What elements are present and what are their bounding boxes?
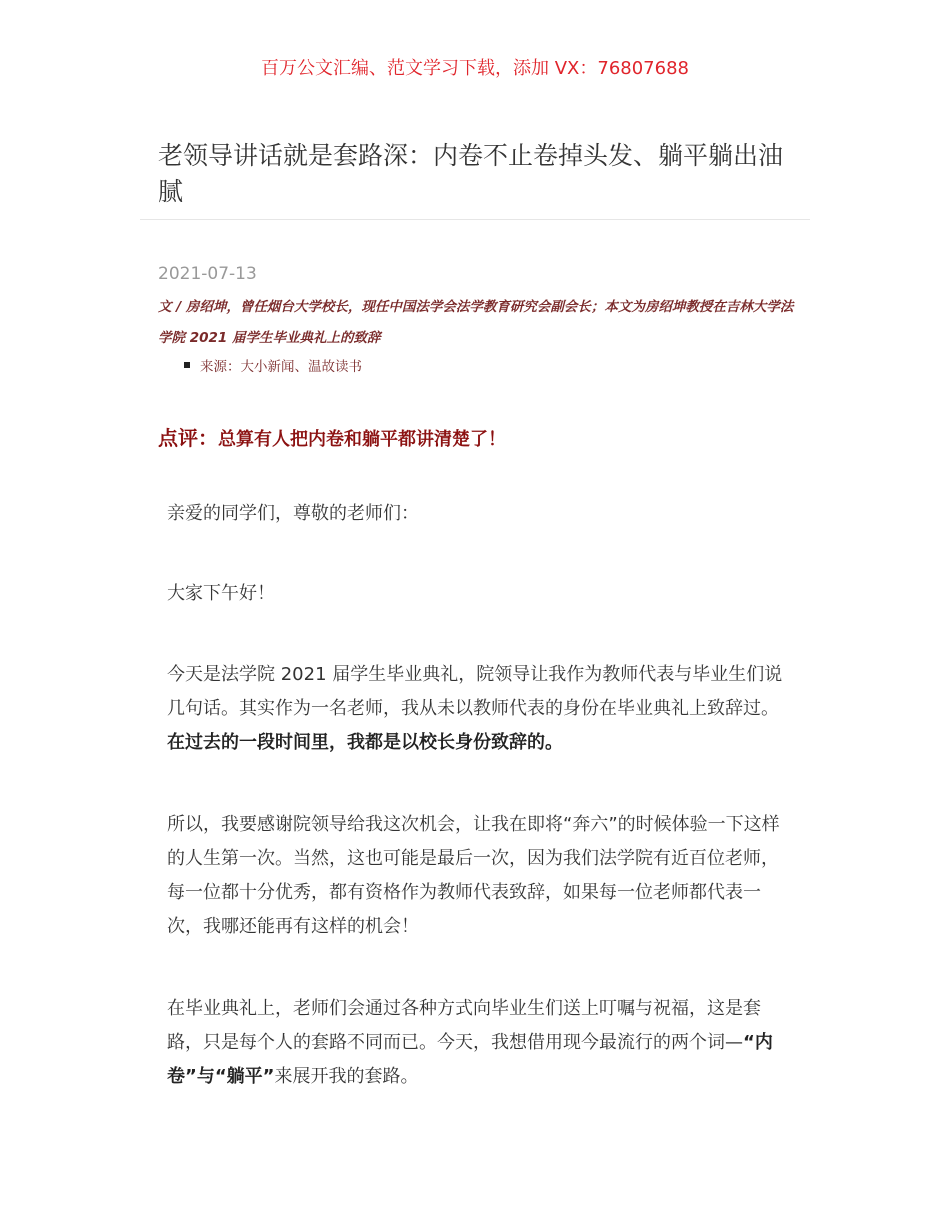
publish-date: 2021-07-13 <box>158 264 257 284</box>
download-banner: 百万公文汇编、范文学习下载，添加 VX：76807688 <box>261 58 689 79</box>
editor-comment <box>158 423 798 455</box>
article-title: 老领导讲话就是套路深：内卷不止卷掉头发、躺平躺出油腻 <box>158 141 784 206</box>
theme-emphasis: “内卷”与“躺平” <box>167 1032 773 1087</box>
theme-tail: 来展开我的套路。 <box>274 1066 419 1087</box>
comment-label: 点评： <box>158 426 218 450</box>
greeting-paragraph: 大家下午好！ <box>167 583 275 604</box>
intro-emphasis: 在过去的一段时间里，我都是以校长身份致辞的。 <box>167 732 563 753</box>
thanks-paragraph: 所以，我要感谢院领导给我这次机会，让我在即将“奔六”的时候体验一下这样的人生第一次。当然，这也可能是最后一次，因为我们法学院有近百位老师，每一位都十分优秀，都有资格作为教师代表致辞，如果每一位老师都代表一次，我哪还能再有这样的机会！ <box>167 814 780 937</box>
title-divider <box>140 219 810 220</box>
theme-text: 在毕业典礼上，老师们会通过各种方式向毕业生们送上叮嘱与祝福，这是套路，只是每个人的套路不同而已。今天，我想借用现今最流行的两个词— <box>167 998 761 1053</box>
author-byline: 文 / 房绍坤，曾任烟台大学校长，现任中国法学会法学教育研究会副会长；本文为房绍坤教授在吉林大学法学院 2021 届学生毕业典礼上的致辞 <box>158 299 794 346</box>
source-line <box>184 356 362 378</box>
intro-paragraph <box>167 658 787 760</box>
intro-text: 今天是法学院 2021 届学生毕业典礼，院领导让我作为教师代表与毕业生们说几句话。其实作为一名老师，我从未以教师代表的身份在毕业典礼上致辞过。 <box>167 664 783 719</box>
source-text: 来源：大小新闻、温故读书 <box>200 359 362 375</box>
salutation-paragraph: 亲爱的同学们，尊敬的老师们： <box>167 503 419 524</box>
comment-text: 总算有人把内卷和躺平都讲清楚了！ <box>218 429 506 450</box>
theme-paragraph <box>167 992 787 1094</box>
bullet-icon <box>184 362 190 368</box>
